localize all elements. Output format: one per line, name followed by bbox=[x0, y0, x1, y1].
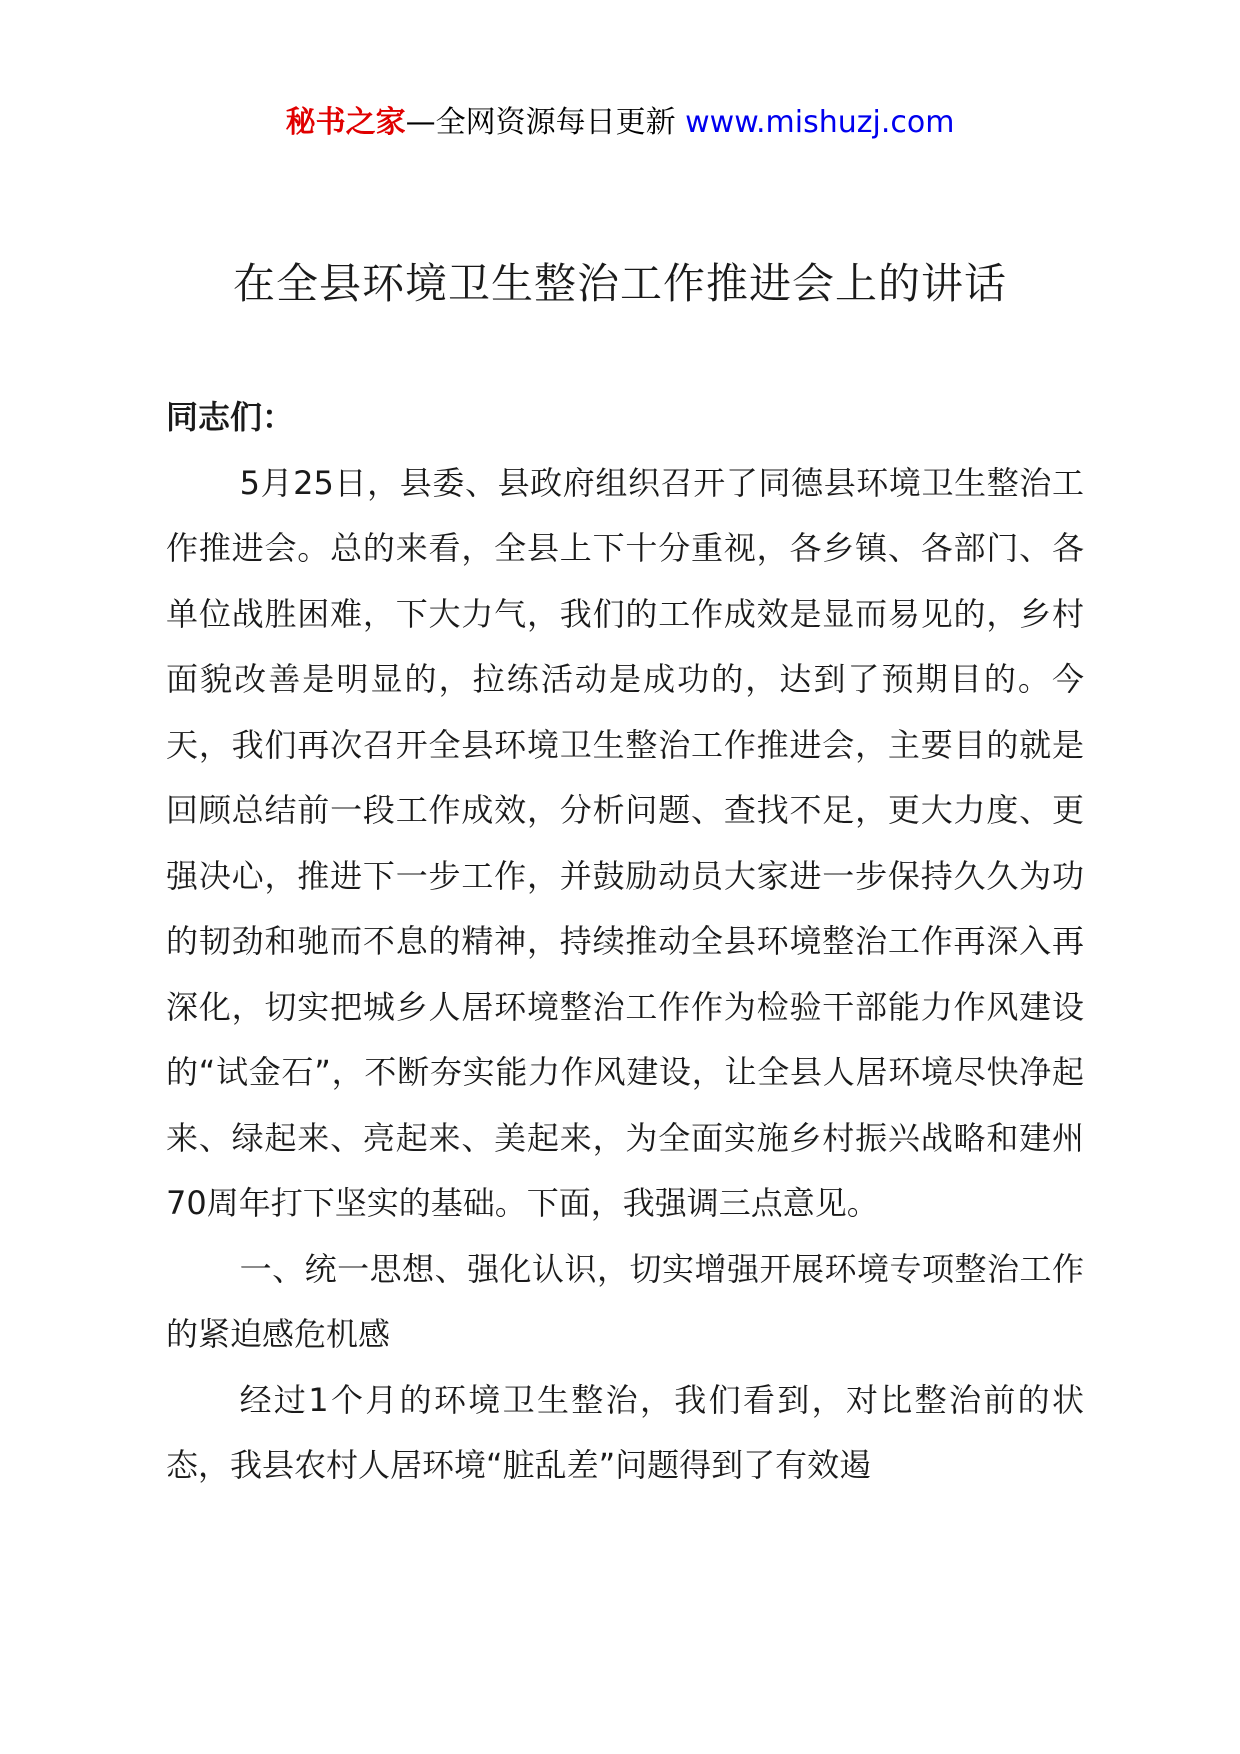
header-slogan: —全网资源每日更新 bbox=[405, 105, 686, 140]
page-header bbox=[0, 100, 1240, 146]
paragraph-1: 5月25日，县委、县政府组织召开了同德县环境卫生整治工作推进会。总的来看，全县上下十分重视，各乡镇、各部门、各单位战胜困难，下大力气，我们的工作成效是显而易见的，乡村面貌改善是明显的，拉练活动是成功的，达到了预期目的。今天，我们再次召开全县环境卫生整治工作推进会，主要目的就是回顾总结前一段工作成效，分析问题、查找不足，更大力度、更强决心，推进下一步工作，并鼓励动员大家进一步保持久久为功的韧劲和驰而不息的精神，持续推动全县环境整治工作再深入再深化，切实把城乡人居环境整治工作作为检验干部能力作风建设的“试金石”，不断夯实能力作风建设，让全县人居环境尽快净起来、绿起来、亮起来、美起来，为全面实施乡村振兴战略和建州70周年打下坚实的基础。下面，我强调三点意见。 bbox=[166, 463, 1084, 1222]
section-heading-1: 一、统一思想、强化认识，切实增强开展环境专项整治工作的紧迫感危机感 bbox=[166, 1249, 1084, 1353]
site-link[interactable]: www.mishuzj.com bbox=[685, 105, 955, 140]
document-body bbox=[166, 385, 1084, 1499]
brand-name: 秘书之家 bbox=[285, 105, 406, 140]
paragraph-2: 经过1个月的环境卫生整治，我们看到，对比整治前的状态，我县农村人居环境“脏乱差”问题得到了有效遏 bbox=[166, 1380, 1084, 1484]
document-title: 在全县环境卫生整治工作推进会上的讲话 bbox=[232, 259, 1007, 308]
salutation: 同志们： bbox=[166, 398, 295, 436]
